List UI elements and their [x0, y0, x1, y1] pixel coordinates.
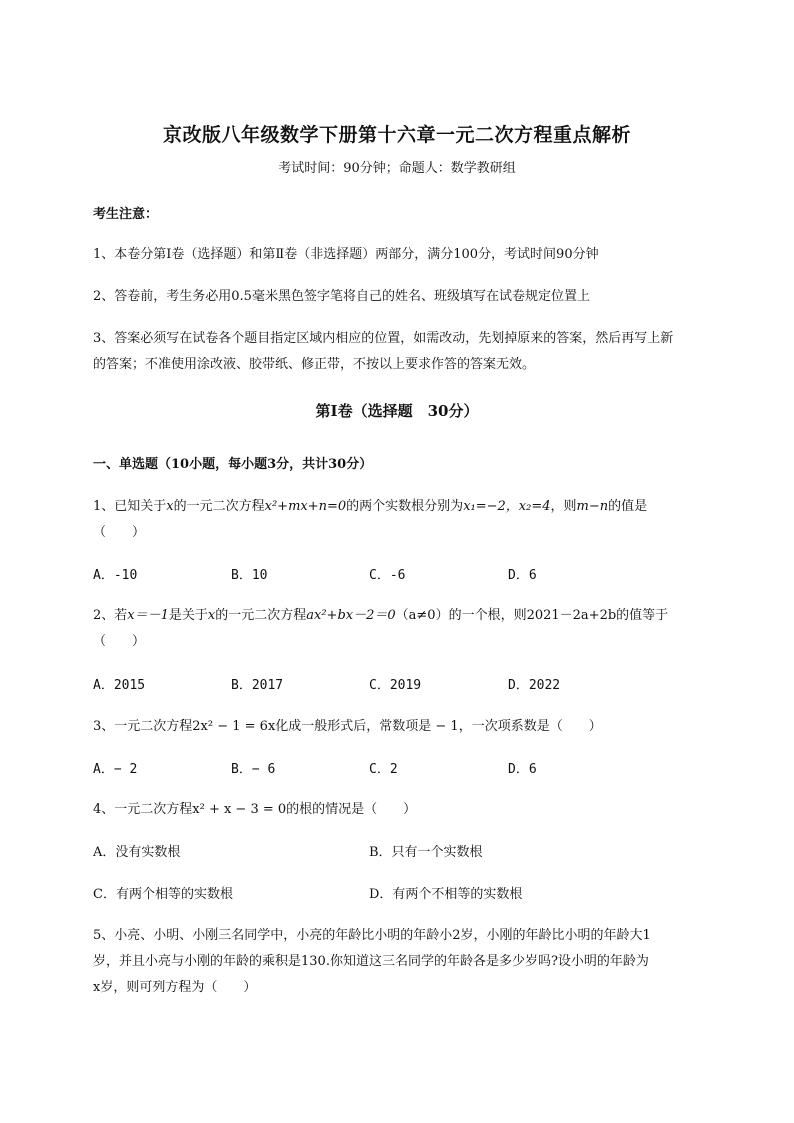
- question-5-line-2: 岁，并且小亮与小刚的年龄的乘积是130.你知道这三名同学的年龄各是多少岁吗?设小明的年龄为: [93, 954, 649, 969]
- q1-text-d: ，则: [550, 499, 577, 514]
- q1-roots: x₁=−2，x₂=4: [463, 499, 551, 514]
- q3-option-a[interactable]: A．− 2: [93, 762, 138, 777]
- question-1-stem: [93, 495, 753, 514]
- q1-option-a[interactable]: A．-10: [93, 568, 138, 583]
- notice-item-1: 1、本卷分第I卷（选择题）和第Ⅱ卷（非选择题）两部分，满分100分，考试时间90分钟: [93, 247, 599, 262]
- question-4-stem: 4、一元二次方程x² + x − 3 = 0的根的情况是（ ）: [93, 802, 417, 817]
- question-1-paren: （ ）: [93, 525, 146, 540]
- q2-var-x: x: [207, 608, 216, 623]
- q4-option-a[interactable]: A．没有实数根: [93, 845, 181, 860]
- q2-text-b: 是关于: [168, 608, 208, 623]
- q2-text-a: 2、若: [93, 608, 128, 623]
- notice-item-2: 2、答卷前，考生务必用0.5毫米黑色签字笔将自己的姓名、班级填写在试卷规定位置上: [93, 289, 590, 304]
- exam-subtitle: 考试时间：90分钟；命题人：数学教研组: [278, 161, 516, 176]
- q4-option-c[interactable]: C．有两个相等的实数根: [93, 887, 233, 902]
- q1-option-d[interactable]: D．6: [508, 568, 537, 583]
- question-5-line-3: x岁，则可列方程为（ ）: [93, 980, 257, 995]
- q3-option-d[interactable]: D．6: [508, 762, 537, 777]
- q4-option-d[interactable]: D．有两个不相等的实数根: [369, 887, 523, 902]
- q2-equation: ax²+bx－2＝0: [306, 608, 396, 623]
- q3-option-b[interactable]: B．− 6: [231, 762, 276, 777]
- q2-text-d: （a≠0）的一个根，则2021－2a+2b的值等于: [395, 608, 669, 623]
- q2-option-b[interactable]: B．2017: [231, 678, 284, 693]
- q2-option-d[interactable]: D．2022: [508, 678, 561, 693]
- notice-heading: 考生注意：: [93, 207, 159, 222]
- part-heading: 一、单选题（10小题，每小题3分，共计30分）: [93, 457, 373, 472]
- notice-item-3-cont: 的答案；不准使用涂改液、胶带纸、修正带，不按以上要求作答的答案无效。: [93, 357, 536, 372]
- q1-text-b: 的一元二次方程: [173, 499, 265, 514]
- q1-option-b[interactable]: B．10: [231, 568, 268, 583]
- q4-option-b[interactable]: B．只有一个实数根: [369, 845, 483, 860]
- question-2-paren: （ ）: [93, 634, 146, 649]
- notice-item-3: 3、答案必须写在试卷各个题目指定区域内相应的位置，如需改动，先划掉原来的答案，然后再写上新: [93, 331, 674, 346]
- q1-mn: m−n: [576, 499, 609, 514]
- q2-option-c[interactable]: C．2019: [369, 678, 422, 693]
- q2-text-c: 的一元二次方程: [215, 608, 307, 623]
- q1-option-c[interactable]: C．-6: [369, 568, 406, 583]
- q1-text-e: 的值是: [608, 499, 648, 514]
- q1-text-c: 的两个实数根分别为: [346, 499, 464, 514]
- question-3-stem: 3、一元二次方程2x² − 1 = 6x化成一般形式后，常数项是 − 1，一次项系数是（ ）: [93, 719, 602, 734]
- exam-title: 京改版八年级数学下册第十六章一元二次方程重点解析: [162, 124, 631, 146]
- section-title: 第I卷（选择题 30分）: [315, 402, 479, 420]
- q1-var-x: x: [166, 499, 174, 514]
- question-2-stem: [93, 604, 753, 623]
- q3-option-c[interactable]: C．2: [369, 762, 398, 777]
- q1-text-a: 1、已知关于: [93, 499, 167, 514]
- q1-equation: x²+mx+n=0: [264, 499, 347, 514]
- q2-root: x＝－1: [127, 608, 169, 623]
- q2-option-a[interactable]: A．2015: [93, 678, 146, 693]
- question-5-line-1: 5、小亮、小明、小刚三名同学中，小亮的年龄比小明的年龄小2岁，小刚的年龄比小明的年龄大1: [93, 928, 651, 943]
